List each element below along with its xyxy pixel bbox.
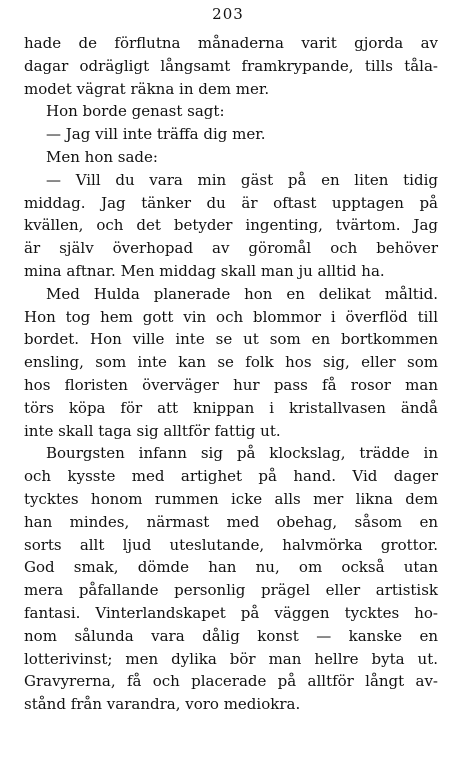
text-line: Hon borde genast sagt: xyxy=(46,102,225,121)
page-text xyxy=(24,32,438,716)
text-line: fantasi. Vinterlandskapet på väggen tycktes ho- xyxy=(24,603,438,622)
text-line: God smak, dömde han nu, om också utan xyxy=(24,558,438,577)
text-line: och kysste med artighet på hand. Vid dager xyxy=(24,467,438,486)
text-line: hade de förflutna månaderna varit gjorda av xyxy=(24,34,438,52)
text-line: Bourgsten infann sig på klockslag, trädde in xyxy=(46,444,438,463)
text-line: Hon tog hem gott vin och blommor i överflöd till xyxy=(24,307,438,326)
text-line: mina aftnar. Men middag skall man ju alltid ha. xyxy=(24,261,385,280)
text-line: mera påfallande personlig prägel eller artistisk xyxy=(24,581,438,600)
text-line: dagar odrägligt långsamt framkrypande, tills tåla- xyxy=(24,56,438,75)
text-line: tycktes honom rummen icke alls mer likna dem xyxy=(24,489,438,508)
text-line: — Jag vill inte träffa dig mer. xyxy=(46,125,266,144)
text-line: ensling, som inte kan se folk hos sig, eller som xyxy=(24,353,438,372)
text-line: hos floristen överväger hur pass få rosor man xyxy=(24,375,438,394)
text-line: modet vägrat räkna in dem mer. xyxy=(24,79,270,98)
text-line: bordet. Hon ville inte se ut som en bortkommen xyxy=(24,330,438,349)
text-line: Men hon sade: xyxy=(46,147,158,166)
page-number: 203 xyxy=(212,5,244,23)
text-line: kvällen, och det betyder ingenting, tvärtom. Jag xyxy=(24,216,438,235)
text-line: är själv överhopad av göromål och behöver xyxy=(24,239,438,258)
text-line: stånd från varandra, voro mediokra. xyxy=(24,695,301,714)
text-line: sorts allt ljud uteslutande, halvmörka grottor. xyxy=(24,535,438,554)
text-line: lotterivinst; men dylika bör man hellre byta ut. xyxy=(24,649,438,668)
text-line: nom sålunda vara dålig konst — kanske en xyxy=(24,626,438,645)
text-line: törs köpa för att knippan i kristallvasen ändå xyxy=(24,398,438,417)
text-line: Med Hulda planerade hon en delikat måltid. xyxy=(46,284,438,303)
text-line: han mindes, närmast med obehag, såsom en xyxy=(24,512,438,531)
text-line: — Vill du vara min gäst på en liten tidig xyxy=(46,170,438,189)
text-line: inte skall taga sig alltför fattig ut. xyxy=(24,421,281,440)
text-line: middag. Jag tänker du är oftast upptagen på xyxy=(24,193,438,212)
text-line: Gravyrerna, få och placerade på alltför långt av- xyxy=(24,672,438,691)
